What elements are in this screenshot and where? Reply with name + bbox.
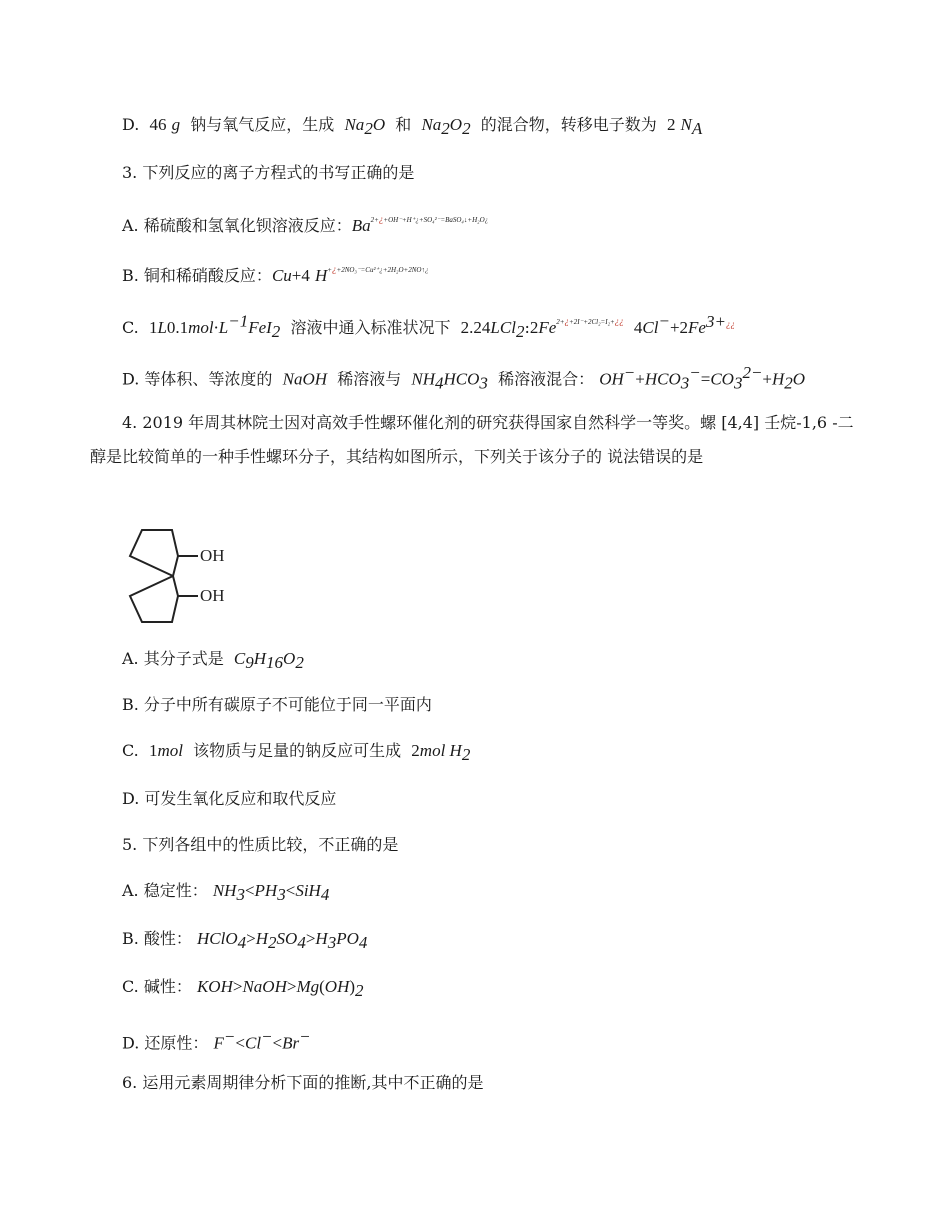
q3-option-c: C. $1L0.1mol\cdot L^{-1}FeI_2$ 溶液中通入标准状况下 $2.24LCl_2:2Fe^{2+¿+2I^-+2Cl_2=I_2+¿¿}$ $4Cl^-+2Fe^{3+¿¿}$ bbox=[122, 311, 735, 342]
question-3: 3. 下列反应的离子方程式的书写正确的是 bbox=[122, 163, 415, 182]
q4-option-a: A. 其分子式是 $C_9H_{16}O_2$ bbox=[122, 649, 304, 673]
q5-option-c: C. 碱性： $KOH>NaOH>Mg(OH)_2$ bbox=[122, 977, 364, 1001]
question-4: 4. 2019 年周其林院士因对高效手性螺环催化剂的研究获得国家自然科学一等奖。螺 [4,4] 壬烷-1,6 -二醇是比较简单的一种手性螺环分子，其结构如图所示，下列关于该分子的 说法错误的是 bbox=[90, 413, 854, 466]
q5-option-d: D. 还原性： F−<Cl−<Br− bbox=[122, 1027, 311, 1053]
q3d-text1: 稀溶液与 bbox=[337, 369, 402, 389]
q4c-label: C. bbox=[122, 741, 139, 760]
top-cyclopentane-ring bbox=[130, 530, 178, 576]
question-5: 5. 下列各组中的性质比较，不正确的是 bbox=[122, 835, 399, 854]
q5d-label: D. 还原性： bbox=[122, 1033, 209, 1053]
q4a-label: A. 其分子式是 bbox=[122, 649, 224, 668]
q4-option-c: C. 1mol 该物质与足量的钠反应可生成 2mol $H_2$ bbox=[122, 741, 471, 765]
q4c-text: 该物质与足量的钠反应可生成 bbox=[193, 741, 402, 760]
q3a-label: A. 稀硫酸和氢氧化钡溶液反应： bbox=[122, 216, 352, 235]
q3-option-d: D. 等体积、等浓度的 NaOH 稀溶液与 $NH_4HCO_3$ 稀溶液混合： $OH^-+HCO_3^-=CO_3^{2-}+H_2O$ bbox=[122, 363, 806, 393]
q5a-label: A. 稳定性： bbox=[122, 881, 208, 900]
q2-option-d: D. 46 g 钠与氧气反应，生成 $Na_2O$ 和 $Na_2O_2$ 的混合物，转移电子数为 2 $N_A$ bbox=[122, 115, 703, 139]
q3d-text2: 稀溶液混合： bbox=[498, 369, 595, 389]
q3-option-a: A. 稀硫酸和氢氧化钡溶液反应：$Ba^{2+¿+OH^-+H^+¿+SO_4^{2-}=BaSO_4↓+H_2O¿}$ bbox=[122, 214, 489, 235]
spiro-diol-structure bbox=[120, 528, 230, 624]
bottom-cyclopentane-ring bbox=[130, 576, 178, 622]
q3c-text: 溶液中通入标准状况下 bbox=[290, 318, 451, 337]
question-6: 6. 运用元素周期律分析下面的推断,其中不正确的是 bbox=[122, 1073, 484, 1092]
q3c-label: C. bbox=[122, 318, 139, 337]
q5c-label: C. 碱性： bbox=[122, 977, 192, 996]
q3b-label: B. 铜和稀硝酸反应： bbox=[122, 266, 272, 285]
q5-option-a: A. 稳定性： $NH_3<PH_3<SiH_4$ bbox=[122, 881, 330, 905]
q4-option-b: B. 分子中所有碳原子不可能位于同一平面内 bbox=[122, 695, 432, 714]
q5b-label: B. 酸性： bbox=[122, 929, 192, 948]
oh-bottom-label: OH bbox=[200, 586, 225, 605]
q3d-label: D. 等体积、等浓度的 bbox=[122, 369, 273, 389]
oh-top-label: OH bbox=[200, 546, 225, 565]
q4-option-d: D. 可发生氧化反应和取代反应 bbox=[122, 789, 337, 808]
q3-option-b: B. 铜和稀硝酸反应：Cu+4 $H^{+¿+2NO_3^-=Cu^{2+}¿+2H_2O+2NO↑¿}$ bbox=[122, 264, 429, 285]
q5-option-b: B. 酸性： $HClO_4>H_2SO_4>H_3PO_4$ bbox=[122, 929, 368, 953]
